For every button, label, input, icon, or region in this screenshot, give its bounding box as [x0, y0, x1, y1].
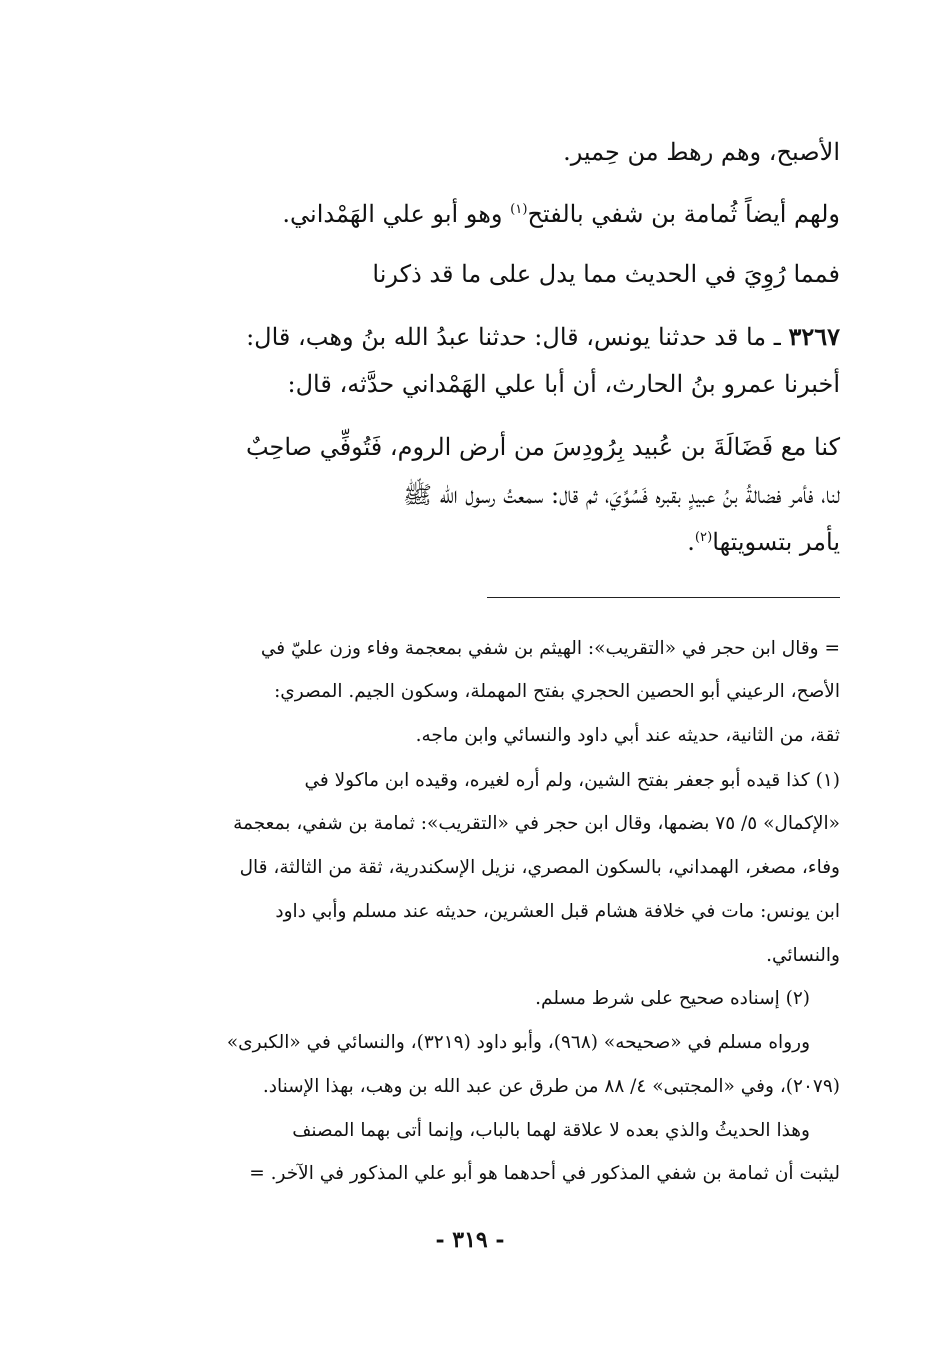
footnote-ref-1: (١) — [510, 202, 528, 217]
main-line-8-end: . — [687, 528, 695, 556]
main-line-4-text: ـ ما قد حدثنا يونس، قال: حدثنا عبدُ الله بنُ وهب، قال: — [246, 323, 789, 351]
footnote-line-8: والنسائي. — [766, 945, 840, 966]
main-line-1: الأصبح، وهم رهط من حِمير. — [563, 138, 840, 166]
footnote-ref-2: (٢) — [694, 530, 713, 545]
page-number: - ٣١٩ - — [435, 1227, 505, 1253]
main-line-2-end: وهو أبو علي الهَمْداني. — [282, 200, 511, 228]
main-line-2 — [282, 202, 840, 226]
footnote-line-12: وهذا الحديثُ والذي بعده لا علاقة لهما بالباب، وإنما أتى بهما المصنف — [292, 1120, 810, 1141]
footnote-line-13: ليثبت أن ثمامة بن شفي المذكور في أحدهما هو أبو علي المذكور في الآخر. = — [249, 1163, 840, 1184]
footnote-divider — [487, 597, 840, 598]
footnote-line-4: (١) كذا قيده أبو جعفر بفتح الشين، ولم أره لغيره، وقيده ابن ماكولا في — [304, 770, 840, 791]
main-line-8-text: يأمر بتسويتها — [712, 528, 840, 556]
hadith-number: ٣٢٦٧ — [788, 322, 840, 351]
main-line-7: لنا، فأمر فضالةُ بنُ عبيدٍ بقبره فَسُوِّيَ، ثم قال: سمعتُ رسول الله ﷺ — [403, 481, 840, 509]
footnote-line-1: = وقال ابن حجر في «التقريب»: الهيثم بن شفي بمعجمة وفاء وزن عليّ في — [260, 638, 840, 659]
footnote-line-9: (٢) إسناده صحيح على شرط مسلم. — [535, 988, 810, 1009]
footnote-line-6: وفاء، مصغر، الهمداني، بالسكون المصري، نزيل الإسكندرية، ثقة من الثالثة، قال — [239, 857, 840, 878]
main-line-6: كنا مع فَضَالَةَ بن عُبيد بِرُودِسَ من أرض الروم، فَتُوفِّي صاحِبٌ — [245, 433, 840, 461]
main-line-4 — [246, 322, 840, 351]
main-line-3: فمما رُوِيَ في الحديث مما يدل على ما قد ذكرنا — [372, 260, 840, 288]
footnote-line-2: الأصح، الرعيني أبو الحصين الحجري بفتح المهملة، وسكون الجيم. المصري: — [274, 681, 840, 702]
footnote-line-11: (٢٠٧٩)، وفي «المجتبى» ٤/ ٨٨ من طرق عن عبد الله بن وهب، بهذا الإسناد. — [262, 1076, 840, 1097]
footnote-line-7: ابن يونس: مات في خلافة هشام قبل العشرين، حديثه عند مسلم وأبي داود — [275, 901, 840, 922]
footnote-line-10: ورواه مسلم في «صحيحه» (٩٦٨)، وأبو داود (٣٢١٩)، والنسائي في «الكبرى» — [226, 1032, 810, 1053]
footnote-line-5: «الإكمال» ٥/ ٧٥ بضمها، وقال ابن حجر في «التقريب»: ثمامة بن شفي، بمعجمة — [233, 813, 840, 834]
main-line-5: أخبرنا عمرو بنُ الحارث، أن أبا علي الهَمْداني حدَّثه، قال: — [287, 370, 840, 398]
main-line-8 — [687, 530, 840, 554]
main-line-2-text: ولهم أيضاً ثُمامة بن شفي بالفتح — [527, 200, 840, 228]
footnote-line-3: ثقة، من الثانية، حديثه عند أبي داود والنسائي وابن ماجه. — [415, 725, 840, 746]
